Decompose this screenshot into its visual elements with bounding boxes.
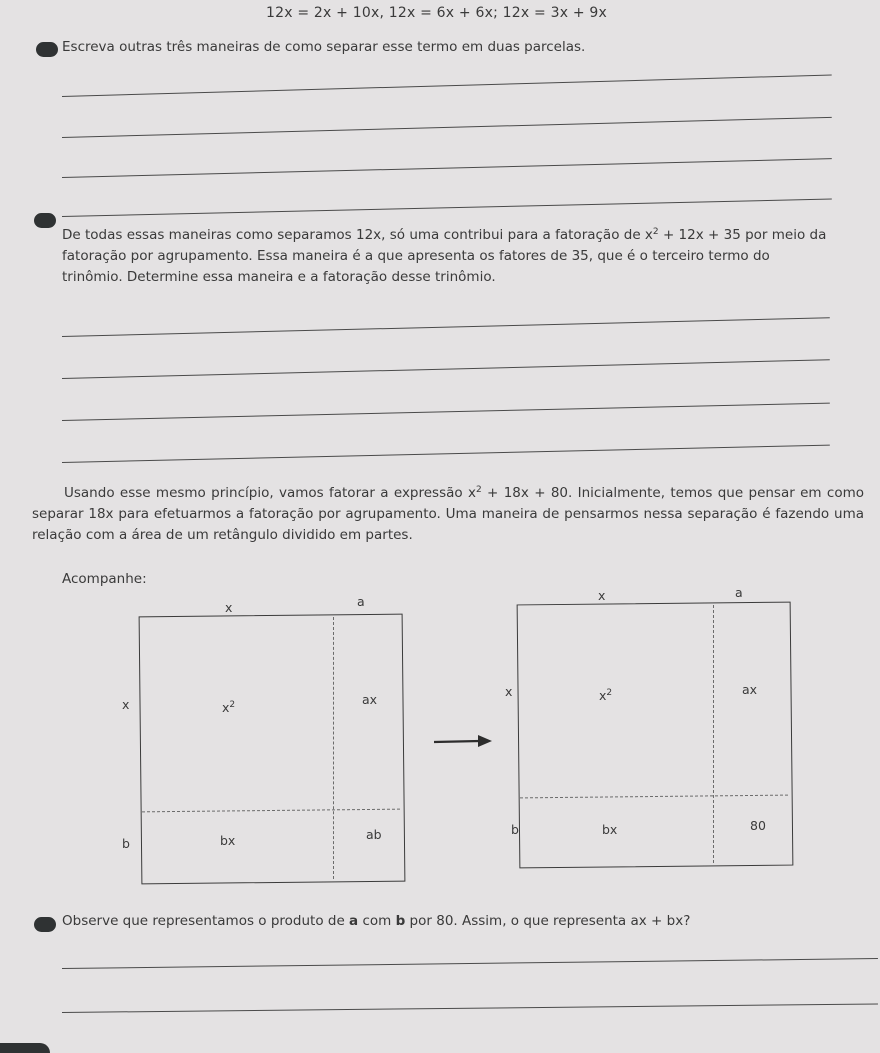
right-side-x-label: x — [505, 684, 513, 699]
answer-line — [62, 199, 832, 217]
right-cell-bx: bx — [602, 822, 618, 837]
right-cell-x2-base: x — [599, 688, 607, 703]
answer-line — [62, 958, 878, 969]
arrow-right-icon — [434, 734, 494, 750]
question-3-before: Observe que representamos o produto de — [62, 913, 350, 929]
right-side-b-label: b — [511, 822, 519, 837]
question-2-text — [62, 222, 832, 288]
question-3-bullet — [34, 917, 56, 932]
left-side-b-label: b — [122, 836, 130, 851]
question-1-text: Escreva outras três maneiras de como separar esse termo em duas parcelas. — [62, 39, 586, 55]
right-vertical-divider — [713, 605, 714, 863]
left-cell-ax: ax — [362, 692, 378, 707]
left-top-x-label: x — [225, 600, 233, 615]
question-3-bold-a: a — [349, 913, 359, 929]
left-vertical-divider — [333, 617, 334, 879]
paragraph-part-2: + 18x + 80. Inicialmente, temos que pensar em como separar 18x para efetuarmos a fatoração por agrupamento. Uma maneira de pensarmos nessa separação é fazendo uma relação com a área de um retângulo dividido em partes. — [32, 485, 864, 543]
answer-line — [62, 117, 832, 138]
right-cell-ax: ax — [742, 682, 758, 697]
answer-line — [62, 317, 830, 337]
right-cell-x2-sup: 2 — [606, 688, 613, 698]
answer-line — [62, 1003, 878, 1013]
left-side-x-label: x — [122, 697, 130, 712]
question-3-text — [62, 912, 690, 930]
page-corner-tab — [0, 1043, 50, 1053]
right-top-x-label: x — [598, 588, 606, 603]
answer-line — [62, 75, 832, 97]
question-2-after: + 12x + 35 por meio da fatoração por agrupamento. Essa maneira é a que apresenta os fatores de 35, que é o terceiro termo do trinômio. Determine essa maneira e a fatoração desse trinômio. — [62, 227, 827, 285]
right-top-a-label: a — [735, 585, 743, 600]
right-cell-80: 80 — [750, 818, 766, 833]
left-cell-x2-sup: 2 — [229, 700, 236, 710]
answer-line — [62, 158, 832, 178]
top-equation: 12x = 2x + 10x, 12x = 6x + 6x; 12x = 3x + 9x — [266, 5, 608, 21]
acompanhe-label: Acompanhe: — [62, 571, 147, 587]
question-3-after: por 80. Assim, o que representa ax + bx? — [405, 913, 691, 929]
left-top-a-label: a — [357, 594, 365, 609]
right-cell-x2 — [599, 688, 612, 703]
question-3-mid: com — [358, 913, 396, 929]
question-1-bullet — [36, 42, 58, 57]
answer-line — [62, 445, 830, 463]
answer-line — [62, 403, 830, 421]
left-cell-x2-base: x — [222, 700, 230, 715]
question-2-before: De todas essas maneiras como separamos 12x, só uma contribui para a fatoração de x — [62, 227, 653, 243]
question-2-bullet — [34, 213, 56, 228]
left-cell-bx: bx — [220, 833, 236, 848]
left-rectangle — [139, 614, 406, 885]
explanation-paragraph — [32, 480, 864, 546]
question-3-bold-b: b — [395, 913, 406, 929]
paragraph-sup: 2 — [475, 485, 482, 495]
question-2-sup: 2 — [652, 227, 659, 237]
left-cell-ab: ab — [366, 827, 382, 842]
answer-line — [62, 359, 830, 379]
paragraph-part-1: Usando esse mesmo princípio, vamos fatorar a expressão x — [64, 485, 476, 501]
left-cell-x2 — [222, 700, 235, 715]
